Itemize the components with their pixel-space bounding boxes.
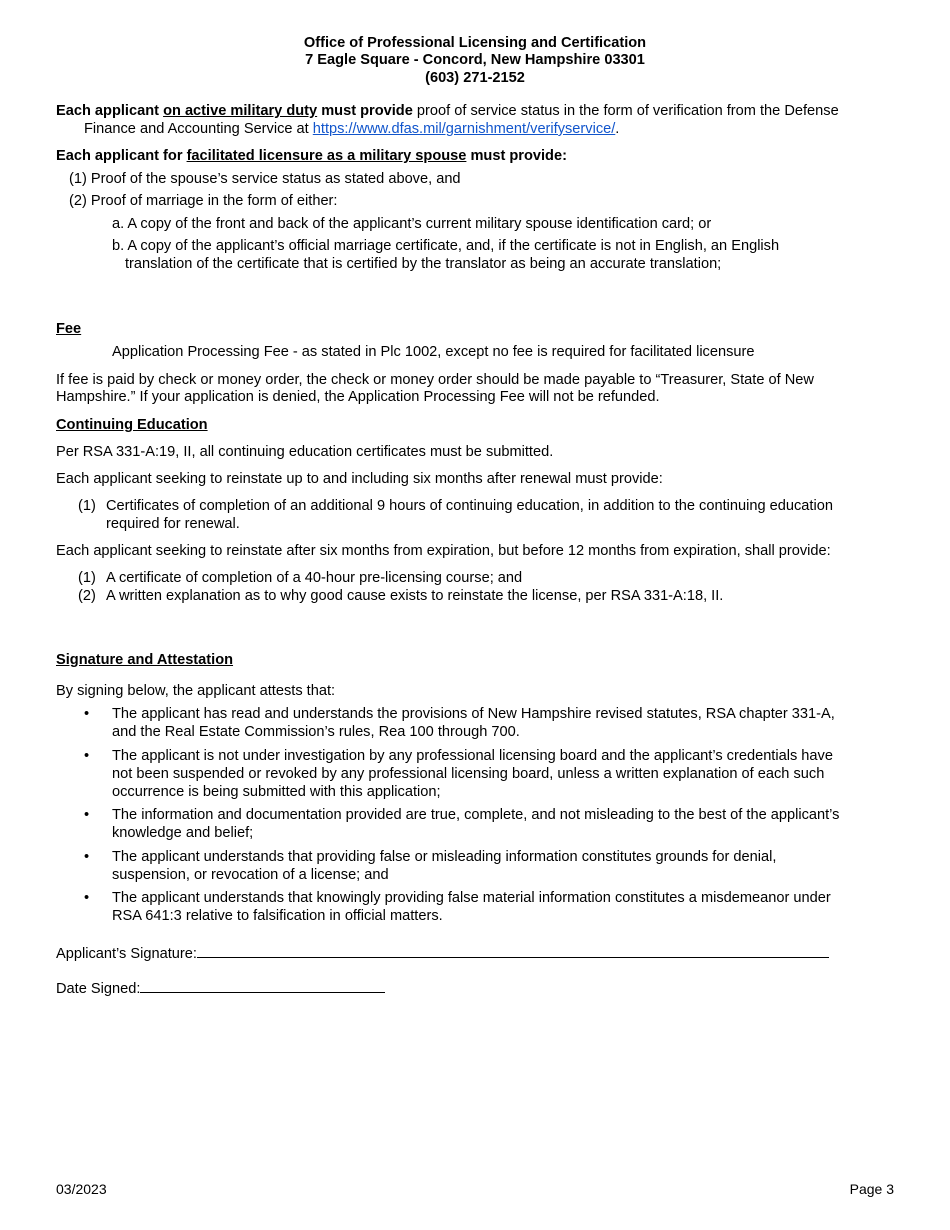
- signature-heading: Signature and Attestation: [56, 652, 234, 668]
- fee-paragraph: If fee is paid by check or money order, the check or money order should be made payable to “Treasurer, State of New: [56, 372, 814, 388]
- bullet-marker: •: [84, 706, 90, 722]
- bullet-marker: •: [84, 849, 90, 865]
- spouse-item-1: (1) Proof of the spouse’s service status as stated above, and: [69, 171, 461, 187]
- ce-line-1: Per RSA 331-A:19, II, all continuing education certificates must be submitted.: [56, 444, 554, 460]
- attestation-item-5: The applicant understands that knowingly providing false material information constitutes a misdemeanor under: [112, 890, 831, 906]
- attestation-item-3-line2: knowledge and belief;: [112, 825, 254, 841]
- office-phone: (603) 271-2152: [425, 70, 525, 86]
- signature-label: Applicant’s Signature:: [56, 946, 197, 962]
- page-number: Page 3: [849, 1181, 894, 1197]
- ce-line-3: Each applicant seeking to reinstate after six months from expiration, but before 12 months from expiration, shall provide:: [56, 543, 831, 559]
- fee-line: Application Processing Fee - as stated in Plc 1002, except no fee is required for facilitated licensure: [112, 344, 755, 360]
- ce-item-3-number: (2): [78, 588, 96, 604]
- spouse-item-2b-line2: translation of the certificate that is certified by the translator as being an accurate translation;: [125, 256, 722, 272]
- office-address: 7 Eagle Square - Concord, New Hampshire 03301: [305, 52, 645, 68]
- fee-heading: Fee: [56, 321, 82, 337]
- office-name: Office of Professional Licensing and Certification: [303, 35, 647, 51]
- attestation-item-3: The information and documentation provided are true, complete, and not misleading to the best of the applicant’s: [112, 807, 840, 823]
- attestation-item-1: The applicant has read and understands the provisions of New Hampshire revised statutes, RSA chapter 331-A,: [112, 706, 835, 722]
- attestation-item-2: The applicant is not under investigation by any professional licensing board and the applicant’s credentials have: [112, 748, 833, 764]
- ce-line-2: Each applicant seeking to reinstate up to and including six months after renewal must provide:: [56, 471, 663, 487]
- attestation-item-2-line2: not been suspended or revoked by any professional licensing board, unless a written explanation of each such: [112, 766, 825, 782]
- attestation-item-2-line3: occurrence is being submitted with this application;: [112, 784, 441, 800]
- military-spouse-heading: Each applicant for facilitated licensure as a military spouse must provide:: [56, 148, 567, 164]
- ce-item-1-number: (1): [78, 498, 96, 514]
- spouse-item-2b: b. A copy of the applicant’s official marriage certificate, and, if the certificate is not in English, an English: [112, 238, 780, 254]
- attestation-item-5-line2: RSA 641:3 relative to falsification in official matters.: [112, 908, 443, 924]
- bullet-marker: •: [84, 748, 90, 764]
- ce-item-2-number: (1): [78, 570, 96, 586]
- attestation-intro: By signing below, the applicant attests that:: [56, 683, 336, 699]
- military-duty-paragraph: Each applicant on active military duty must provide proof of service status in the form of verification from the Defense: [56, 103, 839, 119]
- signature-field[interactable]: [197, 943, 829, 958]
- ce-item-1: Certificates of completion of an additional 9 hours of continuing education, in addition to the continuing education: [106, 498, 833, 514]
- ce-item-3: A written explanation as to why good cause exists to reinstate the license, per RSA 331-A:18, II.: [106, 588, 724, 604]
- bullet-marker: •: [84, 807, 90, 823]
- ce-heading: Continuing Education: [56, 417, 208, 433]
- bullet-marker: •: [84, 890, 90, 906]
- date-signed-field[interactable]: [140, 978, 385, 993]
- spouse-item-2: (2) Proof of marriage in the form of either:: [69, 193, 338, 209]
- date-row: [56, 978, 385, 998]
- fee-paragraph-line2: Hampshire.” If your application is denied, the Application Processing Fee will not be refunded.: [56, 389, 660, 405]
- date-signed-label: Date Signed:: [56, 981, 141, 997]
- ce-item-2: A certificate of completion of a 40-hour pre-licensing course; and: [106, 570, 523, 586]
- military-duty-paragraph-line2: Finance and Accounting Service at https://www.dfas.mil/garnishment/verifyservice/.: [84, 121, 620, 137]
- dfas-verify-link[interactable]: https://www.dfas.mil/garnishment/verifyservice/: [312, 121, 616, 137]
- spouse-item-2a: a. A copy of the front and back of the applicant’s current military spouse identification card; or: [112, 216, 712, 232]
- attestation-item-4: The applicant understands that providing false or misleading information constitutes grounds for denial,: [112, 849, 777, 865]
- attestation-item-4-line2: suspension, or revocation of a license; and: [112, 867, 389, 883]
- footer-date: 03/2023: [56, 1181, 107, 1197]
- signature-row: [56, 943, 829, 963]
- ce-item-1-line2: required for renewal.: [106, 516, 240, 532]
- attestation-item-1-line2: and the Real Estate Commission’s rules, Rea 100 through 700.: [112, 724, 520, 740]
